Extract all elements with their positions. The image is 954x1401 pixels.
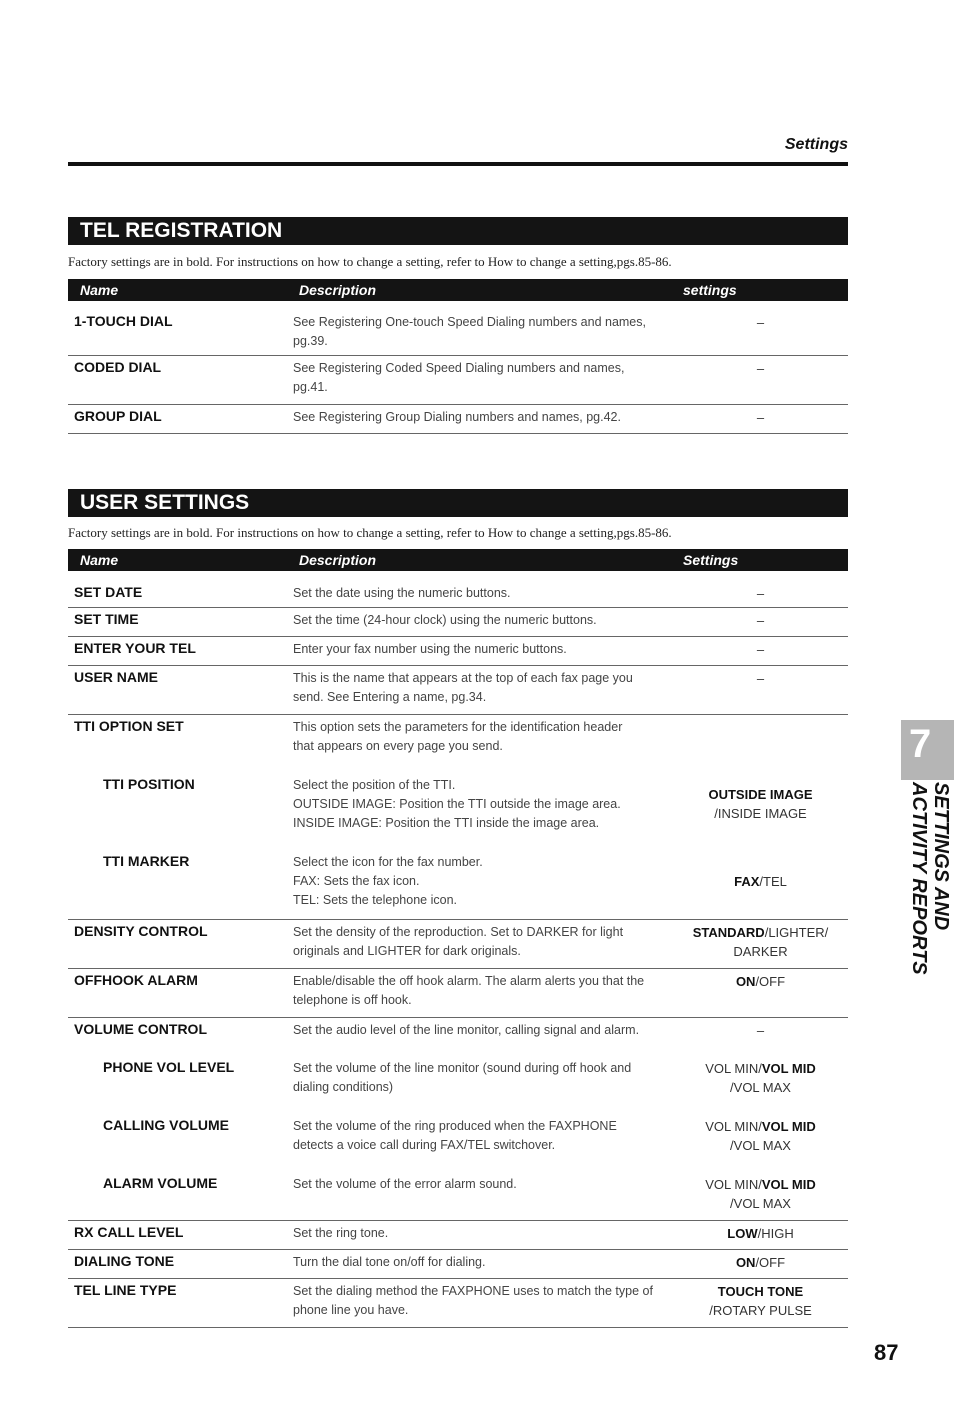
user-settings-table	[68, 581, 848, 1328]
running-header: Settings	[784, 136, 848, 153]
row-description: Set the volume of the ring produced when the FAXPHONE detects a voice call during FAX/TEL switchover.	[293, 1119, 617, 1152]
table-row	[68, 310, 848, 356]
table-row	[68, 356, 848, 405]
row-setting: –	[756, 586, 765, 601]
row-description: See Registering Coded Speed Dialing numbers and names, pg.41.	[293, 361, 625, 394]
table-row	[68, 969, 848, 1018]
col-name: Name	[80, 552, 119, 568]
table-row	[68, 1018, 848, 1056]
table-row	[68, 715, 848, 773]
col-settings: settings	[683, 282, 737, 298]
row-description: Set the dialing method the FAXPHONE uses to match the type of phone line you have.	[293, 1284, 653, 1317]
row-name: TTI MARKER	[103, 853, 190, 869]
row-setting: –	[756, 642, 765, 657]
row-setting: –	[756, 671, 765, 686]
row-description: Select the icon for the fax number. FAX: Sets the fax icon. TEL: Sets the telephone icon.	[293, 855, 483, 907]
row-name: TTI OPTION SET	[74, 718, 184, 734]
row-setting: STANDARD/LIGHTER/ DARKER	[692, 925, 829, 959]
col-name: Name	[80, 282, 119, 298]
row-description: Set the audio level of the line monitor, calling signal and alarm.	[293, 1023, 640, 1037]
row-description: Turn the dial tone on/off for dialing.	[293, 1255, 486, 1269]
table-row	[68, 773, 848, 850]
tel-registration-column-header	[68, 279, 848, 301]
row-name: TTI POSITION	[103, 776, 195, 792]
table-row	[68, 1056, 848, 1114]
row-name: PHONE VOL LEVEL	[103, 1059, 235, 1075]
table-row	[68, 1114, 848, 1172]
row-name: DENSITY CONTROL	[74, 923, 208, 939]
user-settings-intro: Factory settings are in bold. For instructions on how to change a setting, refer to How to change a setting,pgs.85-86.	[68, 525, 672, 540]
side-title-line1: SETTINGS AND	[930, 782, 952, 931]
row-name: CALLING VOLUME	[103, 1117, 229, 1133]
row-name: RX CALL LEVEL	[74, 1224, 184, 1240]
table-row	[68, 850, 848, 920]
user-settings-title: USER SETTINGS	[68, 489, 848, 517]
row-setting: LOW/HIGH	[727, 1226, 794, 1241]
row-name: ALARM VOLUME	[103, 1175, 218, 1191]
table-row	[68, 1250, 848, 1279]
row-name: 1-TOUCH DIAL	[74, 313, 173, 329]
col-description: Description	[299, 282, 377, 298]
row-setting: –	[756, 315, 765, 330]
row-setting: –	[756, 410, 765, 425]
table-row	[68, 1172, 848, 1221]
page-number: 87	[874, 1340, 899, 1365]
tel-registration-table	[68, 310, 848, 434]
tel-registration-intro: Factory settings are in bold. For instructions on how to change a setting, refer to How to change a setting,pgs.85-86.	[68, 254, 672, 269]
table-row	[68, 1279, 848, 1328]
row-name: ENTER YOUR TEL	[74, 640, 196, 656]
side-title-line2: ACTIVITY REPORTS	[908, 782, 930, 975]
row-description: Set the time (24-hour clock) using the numeric buttons.	[293, 613, 597, 627]
row-setting: VOL MIN/VOL MID /VOL MAX	[705, 1061, 816, 1095]
row-setting: ON/OFF	[735, 1255, 786, 1270]
row-name: OFFHOOK ALARM	[74, 972, 198, 988]
row-description: This option sets the parameters for the identification header that appears on every page you send.	[293, 720, 623, 753]
row-setting: VOL MIN/VOL MID /VOL MAX	[705, 1119, 816, 1153]
row-description: Set the density of the reproduction. Set to DARKER for light originals and LIGHTER for dark originals.	[293, 925, 624, 958]
chapter-number: 7	[909, 722, 932, 766]
row-description: Enter your fax number using the numeric buttons.	[293, 642, 567, 656]
table-row	[68, 920, 848, 969]
row-setting: –	[756, 613, 765, 628]
row-description: Set the date using the numeric buttons.	[293, 586, 511, 600]
table-row	[68, 405, 848, 434]
row-setting: TOUCH TONE /ROTARY PULSE	[709, 1284, 812, 1318]
row-description: Set the volume of the error alarm sound.	[293, 1177, 517, 1191]
table-row	[68, 608, 848, 637]
table-row	[68, 666, 848, 715]
row-description: Set the volume of the line monitor (sound during off hook and dialing conditions)	[293, 1061, 632, 1094]
row-name: USER NAME	[74, 669, 159, 685]
tel-registration-title: TEL REGISTRATION	[68, 217, 848, 245]
row-name: TEL LINE TYPE	[74, 1282, 177, 1298]
col-settings: Settings	[683, 552, 739, 568]
user-settings-column-header	[68, 549, 848, 571]
row-name: VOLUME CONTROL	[74, 1021, 207, 1037]
table-row	[68, 581, 848, 608]
row-name: SET TIME	[74, 611, 139, 627]
row-description: Select the position of the TTI. OUTSIDE IMAGE: Position the TTI outside the image area. INSIDE IMAGE: Position the TTI inside the image area.	[293, 778, 621, 830]
row-setting: OUTSIDE IMAGE /INSIDE IMAGE	[708, 787, 813, 821]
row-setting: ON/OFF	[735, 974, 786, 989]
row-description: See Registering One-touch Speed Dialing numbers and names, pg.39.	[293, 315, 646, 348]
table-row	[68, 637, 848, 666]
row-description: Set the ring tone.	[293, 1226, 389, 1240]
row-name: CODED DIAL	[74, 359, 162, 375]
row-setting: –	[756, 1023, 765, 1038]
row-name: DIALING TONE	[74, 1253, 175, 1269]
row-description: This is the name that appears at the top of each fax page you send. See Entering a name, pg.34.	[293, 671, 633, 704]
row-description: Enable/disable the off hook alarm. The alarm alerts you that the telephone is off hook.	[293, 974, 645, 1007]
row-setting: VOL MIN/VOL MID /VOL MAX	[705, 1177, 816, 1211]
col-description: Description	[299, 552, 377, 568]
row-description: See Registering Group Dialing numbers and names, pg.42.	[293, 410, 621, 424]
row-setting: FAX/TEL	[734, 874, 787, 889]
row-name: SET DATE	[74, 584, 143, 600]
header-rule	[68, 162, 848, 166]
row-name: GROUP DIAL	[74, 408, 162, 424]
chapter-side-title	[908, 782, 952, 975]
table-row	[68, 1221, 848, 1250]
row-setting: –	[756, 361, 765, 376]
chapter-tab	[901, 720, 954, 780]
